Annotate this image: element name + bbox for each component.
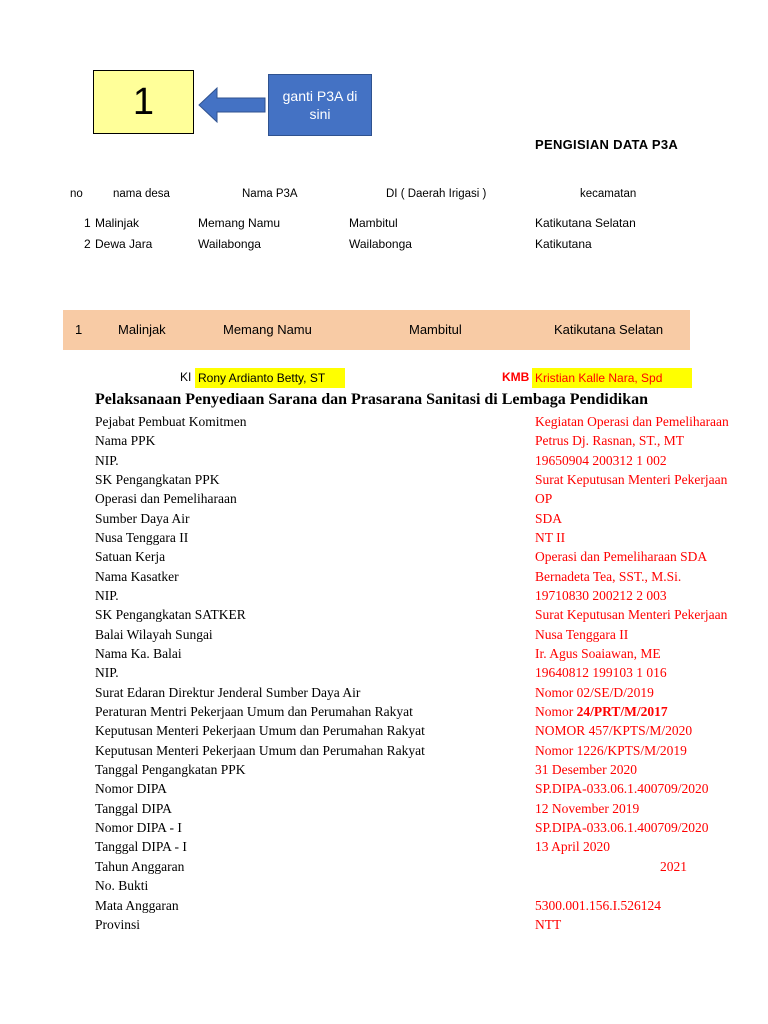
field-value[interactable]: NT II	[535, 530, 566, 545]
header-daerah-irigasi: DI ( Daerah Irigasi )	[386, 188, 487, 200]
field-label: No. Bukti	[95, 878, 149, 893]
instruction-callout	[268, 74, 372, 136]
field-label: Sumber Daya Air	[95, 511, 190, 526]
field-label: Nama Kasatker	[95, 569, 179, 584]
selected-p3a[interactable]: Memang Namu	[223, 322, 312, 337]
field-label: Surat Edaran Direktur Jenderal Sumber Daya Air	[95, 685, 361, 700]
document-heading: Pelaksanaan Penyediaan Sarana dan Prasarana Sanitasi di Lembaga Pendidikan	[95, 391, 648, 408]
field-value[interactable]: Ir. Agus Soaiawan, ME	[535, 646, 661, 661]
selected-di[interactable]: Mambitul	[409, 322, 462, 337]
field-value[interactable]: 2021	[660, 859, 687, 874]
header-nama-desa: nama desa	[113, 188, 170, 200]
table-row-2-desa[interactable]: Dewa Jara	[95, 237, 153, 251]
field-label: Tanggal DIPA	[95, 801, 172, 816]
field-value[interactable]: OP	[535, 491, 553, 506]
field-value[interactable]: Surat Keputusan Menteri Pekerjaan	[535, 607, 728, 622]
selected-kecamatan[interactable]: Katikutana Selatan	[554, 322, 664, 337]
header-kecamatan: kecamatan	[580, 188, 637, 200]
table-row-1-kecamatan[interactable]: Katikutana Selatan	[535, 216, 636, 230]
field-value[interactable]: SP.DIPA-033.06.1.400709/2020	[535, 781, 709, 796]
field-value[interactable]: Nomor 1226/KPTS/M/2019	[535, 743, 687, 758]
field-value[interactable]: SP.DIPA-033.06.1.400709/2020	[535, 820, 709, 835]
selected-no[interactable]: 1	[75, 322, 83, 337]
field-value[interactable]: 31 Desember 2020	[535, 762, 637, 777]
field-label: Nusa Tenggara II	[95, 530, 189, 545]
field-label: SK Pengangkatan PPK	[95, 472, 220, 487]
field-value[interactable]: 5300.001.156.I.526124	[535, 898, 661, 913]
table-row-1-desa[interactable]: Malinjak	[95, 216, 140, 230]
field-value-prefix: Nomor	[535, 704, 577, 719]
field-label: Keputusan Menteri Pekerjaan Umum dan Perumahan Rakyat	[95, 723, 425, 738]
instruction-text: ganti P3A di sini	[282, 88, 358, 122]
field-label: Tahun Anggaran	[95, 859, 185, 874]
field-label: SK Pengangkatan SATKER	[95, 607, 246, 622]
field-label: Nomor DIPA - I	[95, 820, 182, 835]
table-row-1-no[interactable]: 1	[84, 216, 91, 230]
field-value[interactable]: NTT	[535, 917, 562, 932]
table-row-1-di[interactable]: Mambitul	[349, 216, 398, 230]
kmb-label: KMB	[502, 370, 530, 384]
row-marker-box[interactable]	[93, 70, 194, 134]
field-value[interactable]: SDA	[535, 511, 563, 526]
table-row-2-p3a[interactable]: Wailabonga	[198, 237, 261, 251]
ki-label: KI	[180, 370, 192, 384]
table-row-1-p3a[interactable]: Memang Namu	[198, 216, 281, 230]
field-label: Nomor DIPA	[95, 781, 167, 796]
field-label: Operasi dan Pemeliharaan	[95, 491, 237, 506]
field-value[interactable]: 13 April 2020	[535, 839, 611, 854]
field-value[interactable]: Nomor 02/SE/D/2019	[535, 685, 654, 700]
field-value-bold: 24/PRT/M/2017	[576, 704, 668, 719]
row-marker-number: 1	[132, 80, 155, 123]
selected-desa[interactable]: Malinjak	[118, 322, 166, 337]
field-label: Nama PPK	[95, 433, 156, 448]
sheet-title: PENGISIAN DATA P3A	[535, 137, 679, 152]
header-nama-p3a: Nama P3A	[242, 188, 298, 200]
ki-name[interactable]: Rony Ardianto Betty, ST	[195, 368, 345, 388]
field-label: Provinsi	[95, 917, 141, 932]
field-label: NIP.	[95, 453, 119, 468]
field-label: Tanggal Pengangkatan PPK	[95, 762, 246, 777]
field-value[interactable]	[535, 704, 668, 720]
field-label: Mata Anggaran	[95, 898, 179, 913]
field-value[interactable]: Kegiatan Operasi dan Pemeliharaan	[535, 414, 729, 429]
field-value[interactable]: Surat Keputusan Menteri Pekerjaan	[535, 472, 728, 487]
field-value[interactable]: Nusa Tenggara II	[535, 627, 629, 642]
field-label: Pejabat Pembuat Komitmen	[95, 414, 247, 429]
field-value[interactable]: Petrus Dj. Rasnan, ST., MT	[535, 433, 684, 448]
kmb-name[interactable]: Kristian Kalle Nara, Spd	[532, 368, 692, 388]
field-value[interactable]: Bernadeta Tea, SST., M.Si.	[535, 569, 682, 584]
header-no: no	[70, 188, 83, 200]
field-label: Peraturan Mentri Pekerjaan Umum dan Perumahan Rakyat	[95, 704, 413, 719]
field-label: Balai Wilayah Sungai	[95, 627, 213, 642]
field-value[interactable]: NOMOR 457/KPTS/M/2020	[535, 723, 693, 738]
field-value[interactable]: 19640812 199103 1 016	[535, 665, 667, 680]
field-value[interactable]: Operasi dan Pemeliharaan SDA	[535, 549, 708, 564]
arrow-left-icon	[197, 85, 267, 125]
field-label: Satuan Kerja	[95, 549, 166, 564]
field-label: Keputusan Menteri Pekerjaan Umum dan Perumahan Rakyat	[95, 743, 425, 758]
table-row-2-no[interactable]: 2	[84, 237, 91, 251]
field-value[interactable]: 19710830 200212 2 003	[535, 588, 667, 603]
field-label: NIP.	[95, 588, 119, 603]
field-label: Nama Ka. Balai	[95, 646, 182, 661]
field-label: Tanggal DIPA - I	[95, 839, 187, 854]
table-row-2-di[interactable]: Wailabonga	[349, 237, 412, 251]
table-row-2-kecamatan[interactable]: Katikutana	[535, 237, 592, 251]
field-label: NIP.	[95, 665, 119, 680]
field-value[interactable]: 12 November 2019	[535, 801, 640, 816]
field-value[interactable]: 19650904 200312 1 002	[535, 453, 667, 468]
